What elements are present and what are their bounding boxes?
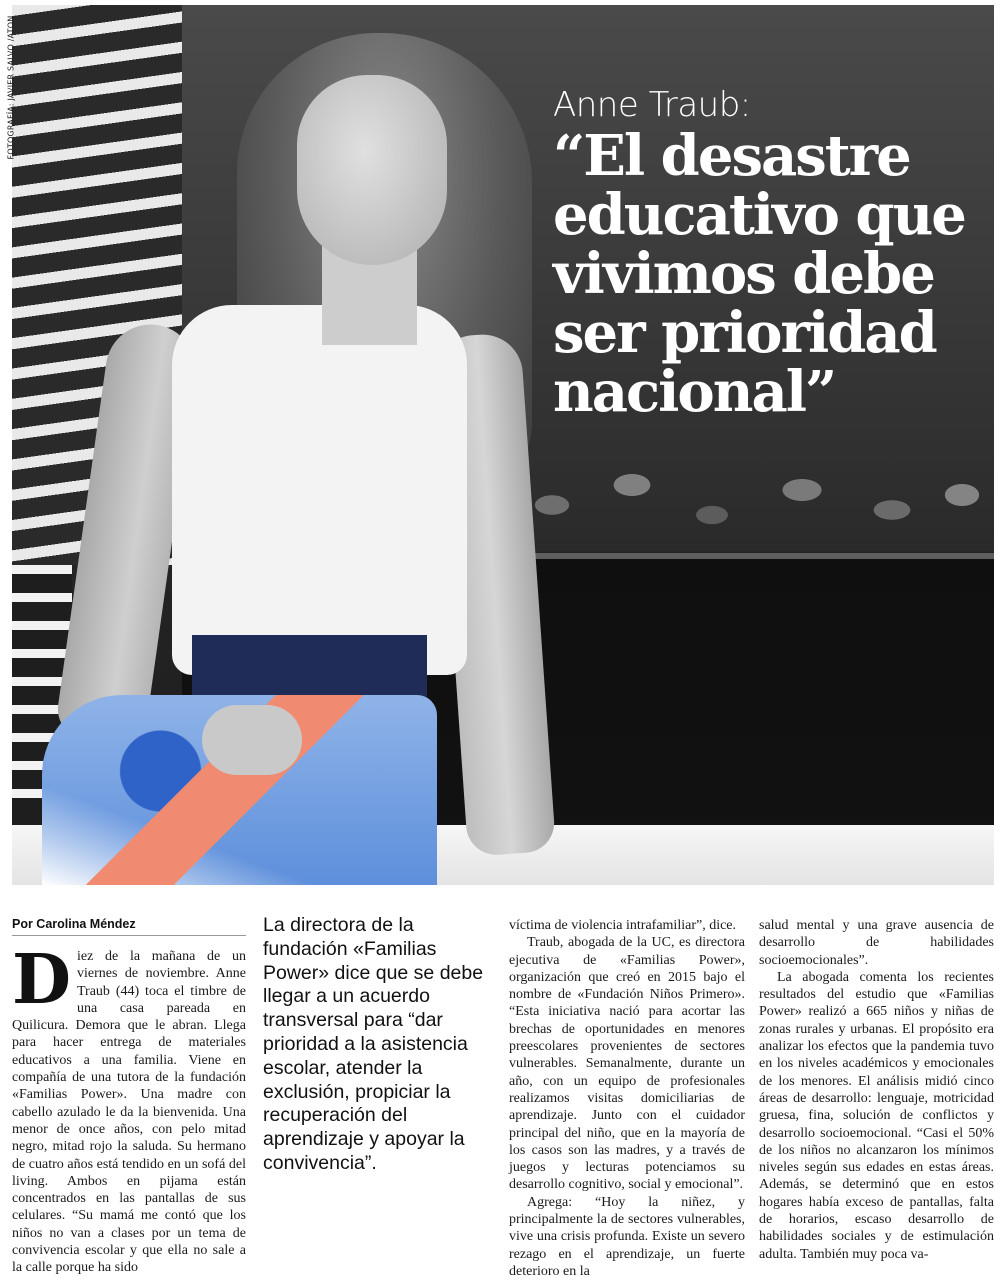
background-plants — [512, 445, 994, 555]
headline — [553, 85, 993, 425]
photo-credit — [1, 8, 16, 168]
subject-top — [172, 305, 467, 675]
byline-divider — [12, 935, 246, 936]
article-paragraph — [12, 940, 246, 1277]
article-column-4 — [759, 917, 994, 1263]
article-paragraph: La abogada comenta los recientes resultados del estudio que «Familias Power» realizó a 665 niños y niñas de zonas rurales y urbanas. El propósito era analizar los efectos que la pandemia tuvo en los niveles académicos y emocionales de los menores. El análisis midió cinco áreas de desarrollo: lenguaje, motricidad gruesa, fina, solución de conflictos y desarrollo socioemocional. “Casi el 50% de los niños no alcanzaron los mínimos niveles según sus edades en estas áreas. Además, se determinó que en estos hogares había exceso de pantallas, falta de horarios, escaso desarrollo de habilidades sociales y de estimulación adulta. También muy poca va- — [759, 969, 994, 1262]
article-paragraph: víctima de violencia intrafamiliar”, dice. — [509, 918, 737, 933]
subject-face — [297, 75, 447, 265]
planter-edge — [512, 553, 994, 559]
paragraph-text: iez de la mañana de un viernes de noviembre. Anne Traub (44) toca el timbre de una casa pareada en Quilicura. Demora que le abran. Llega para hacer entrega de materiales educativos a una familia. Viene en compañía de una tutora de la fundación «Familias Power». Una madre con cabello azulado le da la bienvenida. Una menor de once años, con pelo mitad negro, mitad rojo la saluda. Su hermano de cuatro años está tendido en un sofá del living. Ambos en pijama están concentrados en las pantallas de sus celulares. “Su mamá me contó que los niños no van a clases por un tema de convivencia escolar y que ella no sale a la calle porque ha sido — [12, 949, 246, 1276]
drop-cap: D — [12, 940, 71, 1020]
headline-quote: “El desastre educativo que vivimos debe ser prioridad nacional” — [553, 123, 965, 425]
interviewee-name: Anne Traub: — [553, 85, 751, 125]
article-paragraph: Agrega: “Hoy la niñez, y principalmente la de sectores vulnerables, vive una crisis profunda. Existe un severo rezago en el aprendizaje, un fuerte deterioro en la — [509, 1194, 745, 1279]
article-paragraph: Traub, abogada de la UC, es directora ejecutiva de «Familias Power», organización que creó en 2015 bajo el nombre de «Fundación Niños Primero». “Esta iniciativa nació para acortar las brechas de oportunidades en menores preescolares provenientes de sectores vulnerables. Semanalmente, durante un año, con un equipo de profesionales realizamos visitas domiciliarias de aprendizaje. Junto con el cuidador principal del niño, que en la mayoría de los casos son las madres, y a través de juegos y lecturas potenciamos su desarrollo cognitivo, social y emocional”. — [509, 935, 745, 1193]
article-paragraph: salud mental y una grave ausencia de desarrollo de habilidades socioemocionales”. — [759, 918, 994, 968]
subject-hand — [202, 705, 302, 775]
byline: Por Carolina Méndez — [12, 917, 136, 931]
article-column-3 — [509, 917, 745, 1280]
article-column-1 — [12, 940, 246, 1277]
photo-credit-text: FOTOGRAFÍA: JAVIER SALVO /ATON — [6, 15, 16, 160]
article-deck: La directora de la fundación «Familias Power» dice que se debe llegar a un acuerdo transversal para “dar prioridad a la asistencia escolar, atender la exclusión, propiciar la recuperación del aprendizaje y apoyar la convivencia”. — [263, 914, 484, 1174]
